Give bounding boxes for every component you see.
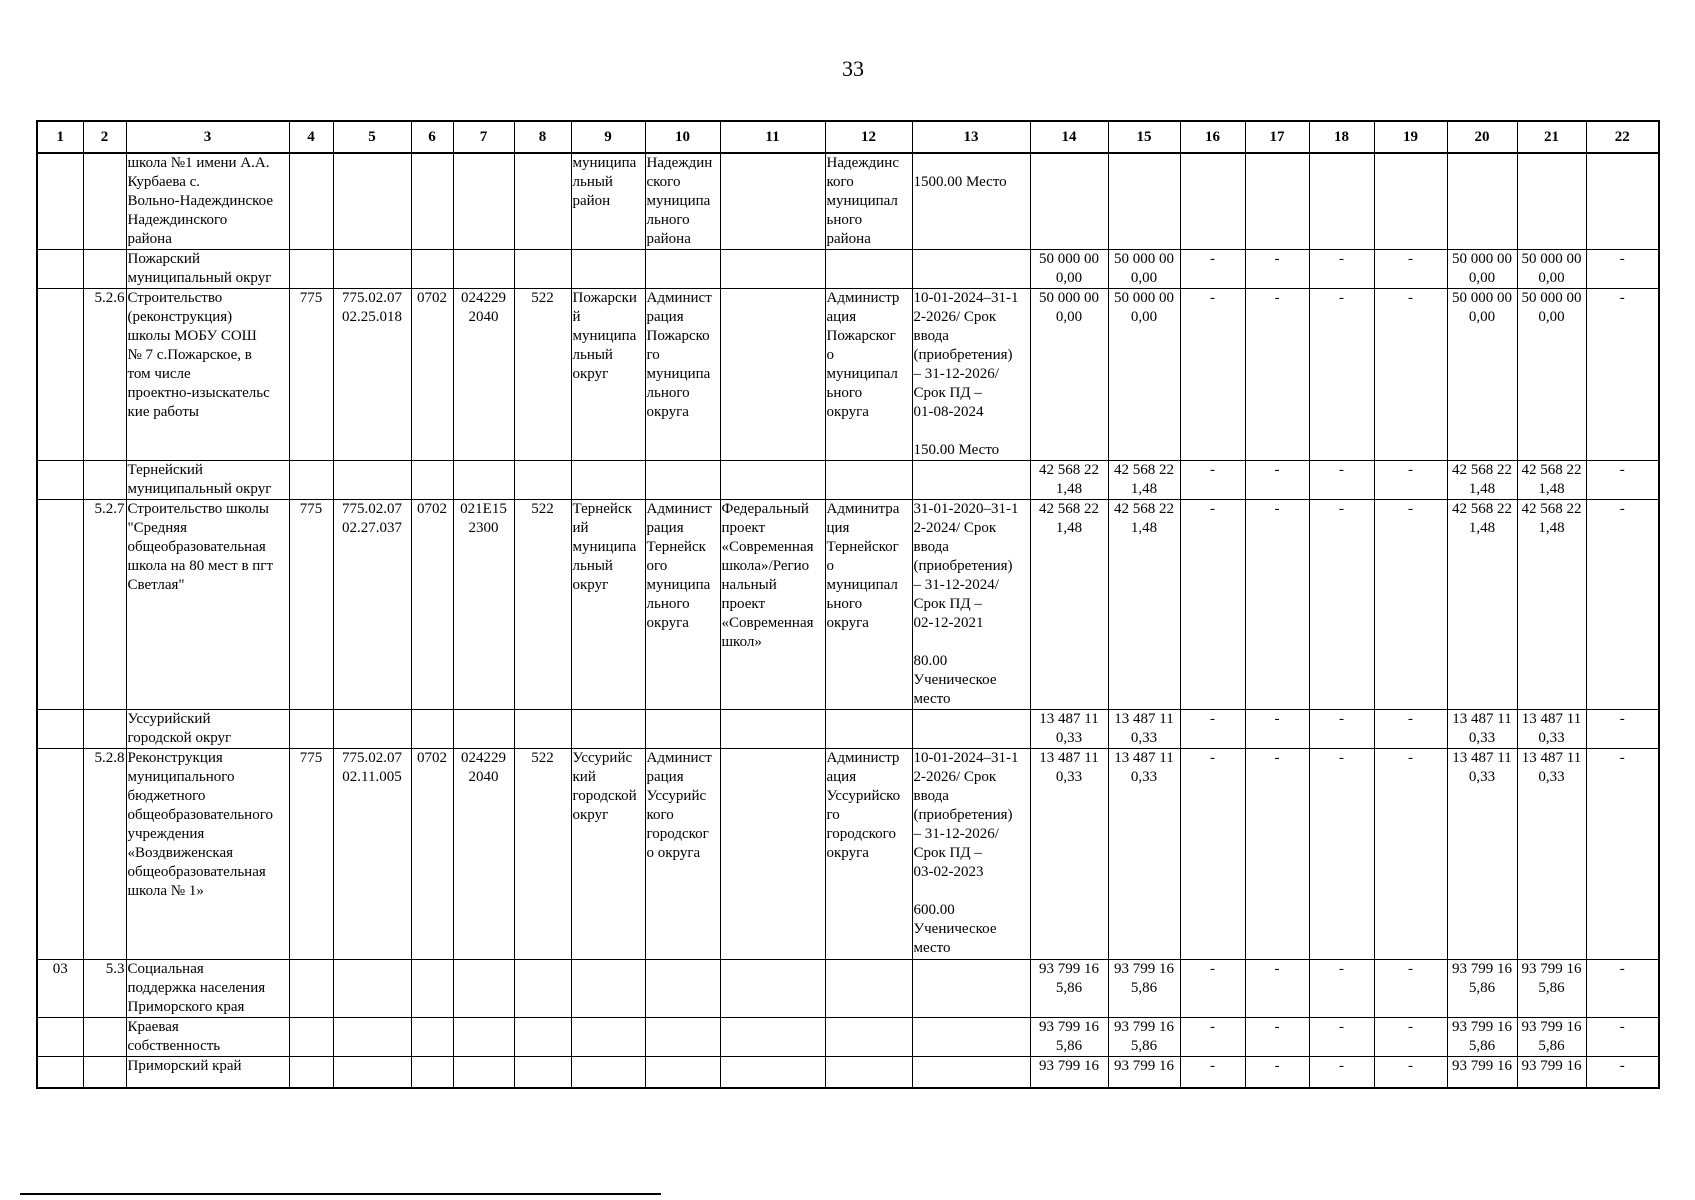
cell-col-18: - (1309, 250, 1374, 289)
cell-col-9: Уссурийс кий городской округ (571, 749, 645, 960)
cell-col-16: - (1180, 960, 1245, 1018)
cell-col-17: - (1245, 250, 1309, 289)
cell-col-9: муниципа льный район (571, 153, 645, 250)
cell-col-5 (333, 1018, 411, 1057)
cell-col-9: Пожарски й муниципа льный округ (571, 289, 645, 461)
cell-col-6 (411, 153, 453, 250)
cell-col-8: 522 (514, 500, 571, 710)
cell-col-13 (912, 1018, 1030, 1057)
cell-col-19: - (1374, 1057, 1447, 1088)
cell-col-6: 0702 (411, 289, 453, 461)
cell-col-16: - (1180, 500, 1245, 710)
cell-col-8 (514, 1018, 571, 1057)
page-number: 33 (842, 56, 864, 81)
footnote-separator (20, 1193, 661, 1195)
cell-col-22: - (1586, 710, 1659, 749)
cell-col-6 (411, 710, 453, 749)
cell-col-14: 93 799 16 5,86 (1030, 1018, 1108, 1057)
cell-col-20: 42 568 22 1,48 (1447, 500, 1517, 710)
cell-col-8: 522 (514, 289, 571, 461)
cell-col-3: школа №1 имени А.А. Курбаева с. Вольно-Надеждинское Надеждинского района (126, 153, 289, 250)
cell-col-11 (720, 1057, 825, 1088)
cell-col-20: 93 799 16 (1447, 1057, 1517, 1088)
cell-col-18: - (1309, 749, 1374, 960)
cell-col-4 (289, 1018, 333, 1057)
cell-col-15: 93 799 16 (1108, 1057, 1180, 1088)
cell-col-12 (825, 1057, 912, 1088)
cell-col-19: - (1374, 960, 1447, 1018)
cell-col-22: - (1586, 960, 1659, 1018)
cell-col-16: - (1180, 289, 1245, 461)
cell-col-16 (1180, 153, 1245, 250)
column-header-3: 3 (126, 121, 289, 153)
cell-col-22: - (1586, 461, 1659, 500)
table-row (37, 461, 1659, 500)
column-header-6: 6 (411, 121, 453, 153)
cell-col-4: 775 (289, 749, 333, 960)
cell-col-6: 0702 (411, 749, 453, 960)
cell-col-4 (289, 1057, 333, 1088)
cell-col-4: 775 (289, 500, 333, 710)
cell-col-13: 10-01-2024–31-1 2-2026/ Срок ввода (приобретения) – 31-12-2026/ Срок ПД – 03-02-2023 600.00 Ученическое место (912, 749, 1030, 960)
cell-col-14: 50 000 00 0,00 (1030, 250, 1108, 289)
cell-col-5: 775.02.07 02.27.037 (333, 500, 411, 710)
column-header-20: 20 (1447, 121, 1517, 153)
cell-col-21: 93 799 16 5,86 (1517, 1018, 1586, 1057)
cell-col-11 (720, 960, 825, 1018)
cell-col-20: 50 000 00 0,00 (1447, 250, 1517, 289)
cell-col-20: 93 799 16 5,86 (1447, 960, 1517, 1018)
cell-col-14: 42 568 22 1,48 (1030, 500, 1108, 710)
cell-col-3: Строительство (реконструкция) школы МОБУ СОШ № 7 с.Пожарское, в том числе проектно-изыскательс кие работы (126, 289, 289, 461)
cell-col-5 (333, 250, 411, 289)
cell-col-18: - (1309, 960, 1374, 1018)
cell-col-13: 1500.00 Место (912, 153, 1030, 250)
cell-col-10: Админист рация Пожарско го муниципа льного округа (645, 289, 720, 461)
cell-col-11 (720, 250, 825, 289)
cell-col-19: - (1374, 250, 1447, 289)
cell-col-19: - (1374, 461, 1447, 500)
cell-col-10 (645, 250, 720, 289)
cell-col-22: - (1586, 1018, 1659, 1057)
cell-col-4 (289, 710, 333, 749)
cell-col-22: - (1586, 749, 1659, 960)
cell-col-10 (645, 461, 720, 500)
cell-col-5: 775.02.07 02.25.018 (333, 289, 411, 461)
cell-col-17: - (1245, 749, 1309, 960)
cell-col-14 (1030, 153, 1108, 250)
table-row (37, 289, 1659, 461)
cell-col-6 (411, 1057, 453, 1088)
cell-col-7 (453, 153, 514, 250)
cell-col-3: Приморский край (126, 1057, 289, 1088)
cell-col-21: 13 487 11 0,33 (1517, 710, 1586, 749)
cell-col-20: 50 000 00 0,00 (1447, 289, 1517, 461)
cell-col-15: 50 000 00 0,00 (1108, 289, 1180, 461)
cell-col-18: - (1309, 710, 1374, 749)
cell-col-8 (514, 461, 571, 500)
cell-col-4: 775 (289, 289, 333, 461)
table-row (37, 710, 1659, 749)
cell-col-5 (333, 153, 411, 250)
cell-col-2: 5.3 (83, 960, 126, 1018)
column-header-2: 2 (83, 121, 126, 153)
cell-col-12 (825, 461, 912, 500)
cell-col-17: - (1245, 1057, 1309, 1088)
cell-col-15: 50 000 00 0,00 (1108, 250, 1180, 289)
cell-col-14: 13 487 11 0,33 (1030, 710, 1108, 749)
cell-col-18: - (1309, 289, 1374, 461)
cell-col-18 (1309, 153, 1374, 250)
cell-col-3: Тернейский муниципальный округ (126, 461, 289, 500)
cell-col-2 (83, 710, 126, 749)
cell-col-2: 5.2.7 (83, 500, 126, 710)
cell-col-4 (289, 461, 333, 500)
cell-col-7 (453, 960, 514, 1018)
column-header-12: 12 (825, 121, 912, 153)
cell-col-1 (37, 461, 83, 500)
cell-col-7: 024229 2040 (453, 289, 514, 461)
cell-col-17: - (1245, 500, 1309, 710)
cell-col-16: - (1180, 1018, 1245, 1057)
cell-col-10 (645, 1057, 720, 1088)
cell-col-7 (453, 1057, 514, 1088)
cell-col-2 (83, 250, 126, 289)
cell-col-14: 50 000 00 0,00 (1030, 289, 1108, 461)
cell-col-3: Краевая собственность (126, 1018, 289, 1057)
cell-col-21: 42 568 22 1,48 (1517, 461, 1586, 500)
cell-col-6 (411, 461, 453, 500)
cell-col-10 (645, 710, 720, 749)
cell-col-15 (1108, 153, 1180, 250)
cell-col-2 (83, 1057, 126, 1088)
cell-col-17: - (1245, 710, 1309, 749)
cell-col-13: 10-01-2024–31-1 2-2026/ Срок ввода (приобретения) – 31-12-2026/ Срок ПД – 01-08-2024 150.00 Место (912, 289, 1030, 461)
cell-col-10: Админист рация Тернейск ого муниципа льного округа (645, 500, 720, 710)
cell-col-11 (720, 289, 825, 461)
cell-col-3: Строительство школы "Средняя общеобразовательная школа на 80 мест в пгт Светлая" (126, 500, 289, 710)
cell-col-11 (720, 461, 825, 500)
cell-col-9 (571, 461, 645, 500)
cell-col-20: 93 799 16 5,86 (1447, 1018, 1517, 1057)
cell-col-7: 024229 2040 (453, 749, 514, 960)
cell-col-8 (514, 1057, 571, 1088)
column-header-11: 11 (720, 121, 825, 153)
cell-col-1 (37, 749, 83, 960)
table-body (37, 121, 1659, 1088)
table-row (37, 749, 1659, 960)
cell-col-16: - (1180, 710, 1245, 749)
cell-col-13 (912, 1057, 1030, 1088)
cell-col-10: Надеждин ского муниципа льного района (645, 153, 720, 250)
cell-col-12: Админитра ция Тернейског о муниципал ьного округа (825, 500, 912, 710)
table-row (37, 1057, 1659, 1088)
column-header-8: 8 (514, 121, 571, 153)
cell-col-21: 93 799 16 (1517, 1057, 1586, 1088)
cell-col-20: 42 568 22 1,48 (1447, 461, 1517, 500)
cell-col-11 (720, 1018, 825, 1057)
cell-col-16: - (1180, 461, 1245, 500)
cell-col-12: Надеждинс кого муниципал ьного района (825, 153, 912, 250)
cell-col-18: - (1309, 1057, 1374, 1088)
cell-col-3: Реконструкция муниципального бюджетного общеобразовательного учреждения «Воздвиженская общеобразовательная школа № 1» (126, 749, 289, 960)
cell-col-3: Пожарский муниципальный округ (126, 250, 289, 289)
cell-col-12 (825, 1018, 912, 1057)
cell-col-3: Уссурийский городской округ (126, 710, 289, 749)
cell-col-17 (1245, 153, 1309, 250)
cell-col-13 (912, 250, 1030, 289)
column-header-21: 21 (1517, 121, 1586, 153)
cell-col-14: 13 487 11 0,33 (1030, 749, 1108, 960)
cell-col-22 (1586, 153, 1659, 250)
cell-col-17: - (1245, 960, 1309, 1018)
cell-col-9 (571, 710, 645, 749)
cell-col-5 (333, 1057, 411, 1088)
cell-col-8 (514, 250, 571, 289)
cell-col-8: 522 (514, 749, 571, 960)
cell-col-18: - (1309, 461, 1374, 500)
column-header-4: 4 (289, 121, 333, 153)
cell-col-20: 13 487 11 0,33 (1447, 749, 1517, 960)
column-header-14: 14 (1030, 121, 1108, 153)
cell-col-11: Федеральный проект «Современная школа»/Регио нальный проект «Современная школ» (720, 500, 825, 710)
cell-col-17: - (1245, 1018, 1309, 1057)
cell-col-22: - (1586, 1057, 1659, 1088)
cell-col-4 (289, 960, 333, 1018)
cell-col-21: 42 568 22 1,48 (1517, 500, 1586, 710)
cell-col-14: 93 799 16 5,86 (1030, 960, 1108, 1018)
cell-col-12 (825, 960, 912, 1018)
cell-col-13 (912, 960, 1030, 1018)
cell-col-11 (720, 710, 825, 749)
cell-col-11 (720, 749, 825, 960)
cell-col-19 (1374, 153, 1447, 250)
cell-col-15: 42 568 22 1,48 (1108, 461, 1180, 500)
cell-col-2 (83, 153, 126, 250)
cell-col-15: 93 799 16 5,86 (1108, 960, 1180, 1018)
cell-col-5 (333, 960, 411, 1018)
cell-col-2 (83, 461, 126, 500)
cell-col-8 (514, 153, 571, 250)
cell-col-13 (912, 461, 1030, 500)
cell-col-5 (333, 710, 411, 749)
column-header-1: 1 (37, 121, 83, 153)
cell-col-10: Админист рация Уссурийс кого городског о округа (645, 749, 720, 960)
cell-col-6: 0702 (411, 500, 453, 710)
cell-col-9: Тернейск ий муниципа льный округ (571, 500, 645, 710)
cell-col-20 (1447, 153, 1517, 250)
cell-col-18: - (1309, 500, 1374, 710)
cell-col-21: 13 487 11 0,33 (1517, 749, 1586, 960)
cell-col-5 (333, 461, 411, 500)
cell-col-13 (912, 710, 1030, 749)
column-header-5: 5 (333, 121, 411, 153)
budget-table (36, 120, 1660, 1089)
column-header-15: 15 (1108, 121, 1180, 153)
column-header-10: 10 (645, 121, 720, 153)
cell-col-17: - (1245, 289, 1309, 461)
column-header-22: 22 (1586, 121, 1659, 153)
cell-col-7: 021E15 2300 (453, 500, 514, 710)
cell-col-15: 93 799 16 5,86 (1108, 1018, 1180, 1057)
cell-col-16: - (1180, 1057, 1245, 1088)
cell-col-22: - (1586, 289, 1659, 461)
cell-col-22: - (1586, 250, 1659, 289)
cell-col-14: 93 799 16 (1030, 1057, 1108, 1088)
cell-col-5: 775.02.07 02.11.005 (333, 749, 411, 960)
column-header-7: 7 (453, 121, 514, 153)
cell-col-1: 03 (37, 960, 83, 1018)
cell-col-12 (825, 710, 912, 749)
cell-col-9 (571, 250, 645, 289)
cell-col-17: - (1245, 461, 1309, 500)
column-header-17: 17 (1245, 121, 1309, 153)
cell-col-9 (571, 960, 645, 1018)
cell-col-18: - (1309, 1018, 1374, 1057)
cell-col-19: - (1374, 1018, 1447, 1057)
cell-col-19: - (1374, 749, 1447, 960)
cell-col-15: 42 568 22 1,48 (1108, 500, 1180, 710)
cell-col-3: Социальная поддержка населения Приморского края (126, 960, 289, 1018)
cell-col-11 (720, 153, 825, 250)
cell-col-12: Администр ация Пожарског о муниципал ьного округа (825, 289, 912, 461)
cell-col-7 (453, 461, 514, 500)
cell-col-9 (571, 1057, 645, 1088)
cell-col-19: - (1374, 289, 1447, 461)
column-header-19: 19 (1374, 121, 1447, 153)
table-row (37, 1018, 1659, 1057)
cell-col-21 (1517, 153, 1586, 250)
cell-col-22: - (1586, 500, 1659, 710)
cell-col-16: - (1180, 250, 1245, 289)
cell-col-1 (37, 153, 83, 250)
cell-col-7 (453, 710, 514, 749)
cell-col-6 (411, 250, 453, 289)
cell-col-2: 5.2.8 (83, 749, 126, 960)
column-header-18: 18 (1309, 121, 1374, 153)
cell-col-20: 13 487 11 0,33 (1447, 710, 1517, 749)
cell-col-1 (37, 289, 83, 461)
cell-col-1 (37, 710, 83, 749)
cell-col-2 (83, 1018, 126, 1057)
table-row (37, 500, 1659, 710)
cell-col-13: 31-01-2020–31-1 2-2024/ Срок ввода (приобретения) – 31-12-2024/ Срок ПД – 02-12-2021 80.00 Ученическое место (912, 500, 1030, 710)
cell-col-6 (411, 960, 453, 1018)
column-header-9: 9 (571, 121, 645, 153)
cell-col-6 (411, 1018, 453, 1057)
cell-col-1 (37, 250, 83, 289)
header-row (37, 121, 1659, 153)
table-row (37, 153, 1659, 250)
table-row (37, 960, 1659, 1018)
cell-col-8 (514, 710, 571, 749)
cell-col-12 (825, 250, 912, 289)
cell-col-4 (289, 250, 333, 289)
cell-col-9 (571, 1018, 645, 1057)
cell-col-16: - (1180, 749, 1245, 960)
cell-col-7 (453, 1018, 514, 1057)
cell-col-19: - (1374, 710, 1447, 749)
cell-col-1 (37, 1057, 83, 1088)
cell-col-19: - (1374, 500, 1447, 710)
column-header-16: 16 (1180, 121, 1245, 153)
cell-col-10 (645, 960, 720, 1018)
cell-col-21: 93 799 16 5,86 (1517, 960, 1586, 1018)
cell-col-21: 50 000 00 0,00 (1517, 289, 1586, 461)
cell-col-2: 5.2.6 (83, 289, 126, 461)
cell-col-8 (514, 960, 571, 1018)
cell-col-1 (37, 1018, 83, 1057)
cell-col-15: 13 487 11 0,33 (1108, 710, 1180, 749)
cell-col-10 (645, 1018, 720, 1057)
cell-col-14: 42 568 22 1,48 (1030, 461, 1108, 500)
cell-col-21: 50 000 00 0,00 (1517, 250, 1586, 289)
cell-col-4 (289, 153, 333, 250)
cell-col-12: Администр ация Уссурийско го городского округа (825, 749, 912, 960)
cell-col-1 (37, 500, 83, 710)
column-header-13: 13 (912, 121, 1030, 153)
table-row (37, 250, 1659, 289)
cell-col-7 (453, 250, 514, 289)
cell-col-15: 13 487 11 0,33 (1108, 749, 1180, 960)
